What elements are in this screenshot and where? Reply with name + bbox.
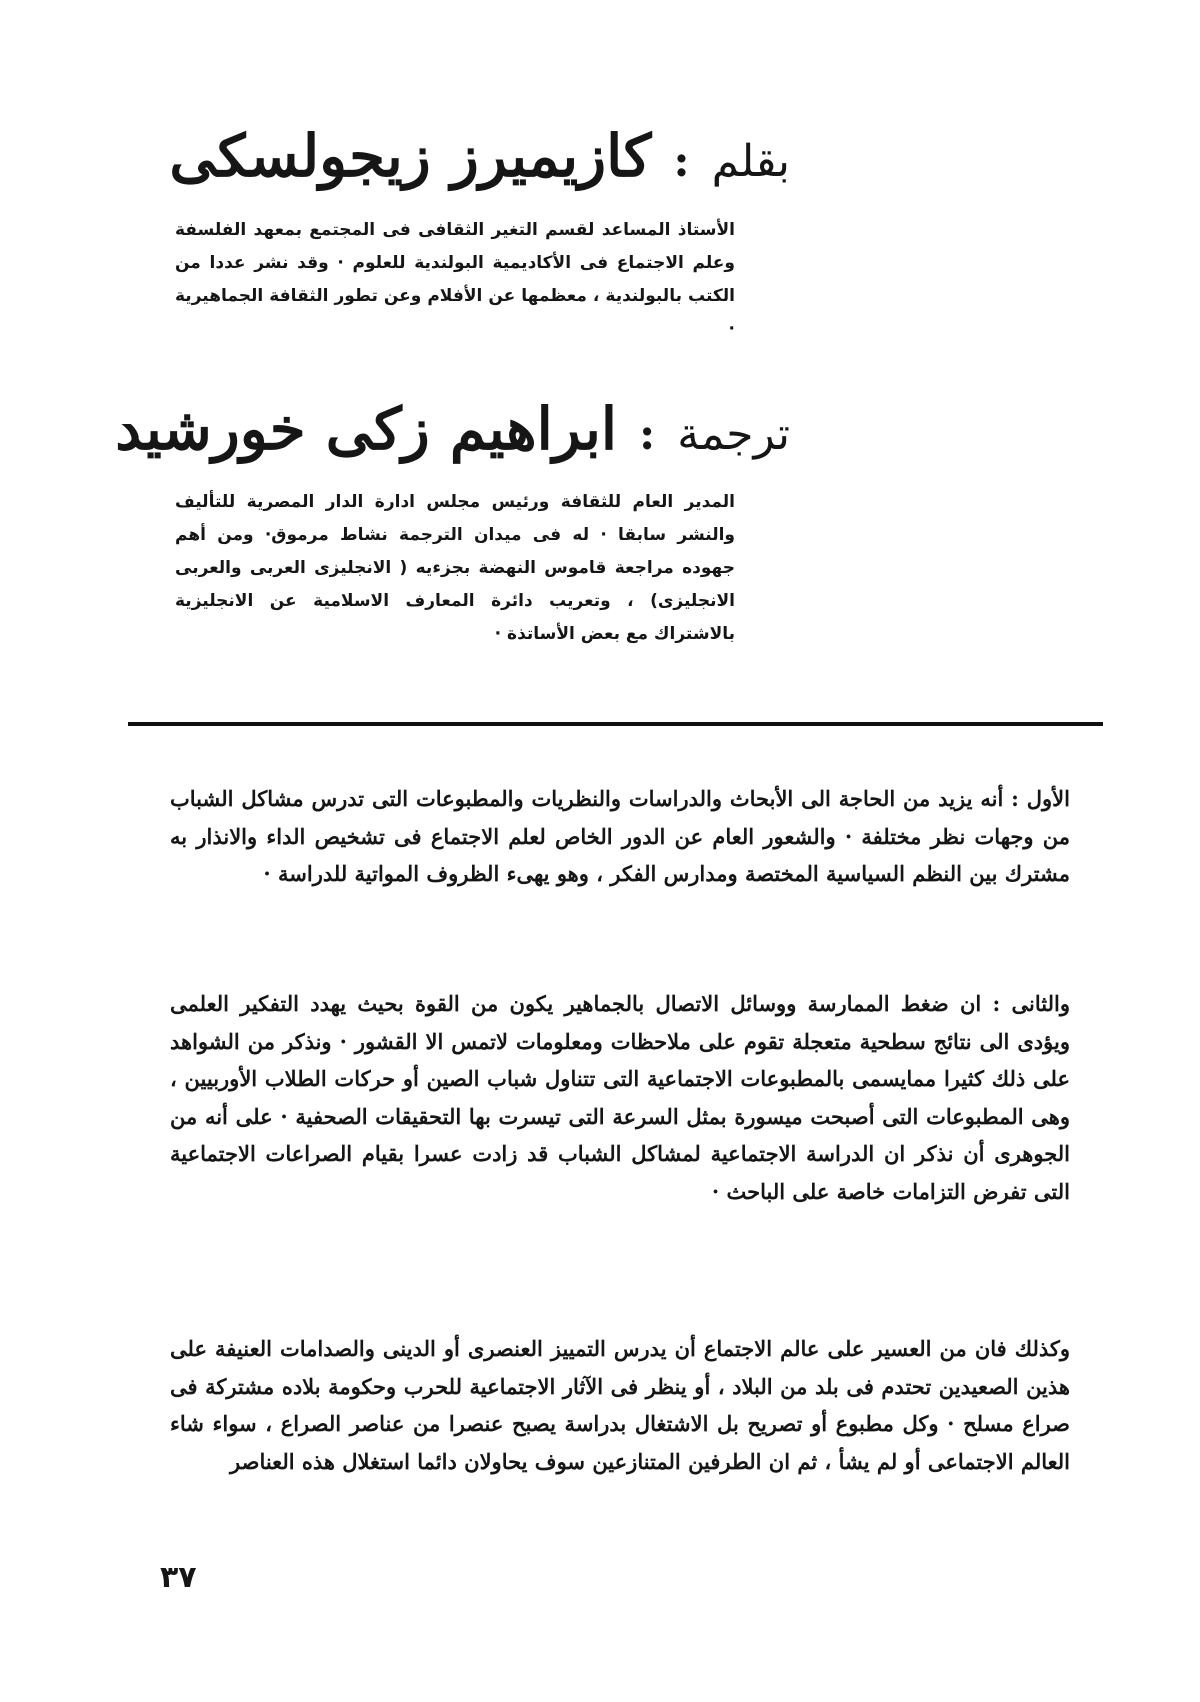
translator-line [115,395,790,463]
author-name: كازيميرز زيجولسكى [169,122,652,190]
translator-bio: المدير العام للثقافة ورئيس مجلس ادارة الدار المصرية للتأليف والنشر سابقا · له فى ميدان الترجمة نشاط مرموق· ومن أهم جهوده مراجعة قاموس النهضة بجزءيه ( الانجليزى العربى والعربى الانجليزى) ، وتعريب دائرة المعارف الاسلامية عن الانجليزية بالاشتراك مع بعض الأساتذة · [175,492,735,644]
paragraph-first: الأول : أنه يزيد من الحاجة الى الأبحاث والدراسات والنظريات والمطبوعات التى تدرس مشاكل الشباب من وجهات نظر مختلفة · والشعور العام عن الدور الخاص لعلم الاجتماع فى تشخيص الداء والانذار به مشترك بين النظم السياسية المختصة ومدارس الفكر ، وهو يهىء الظروف المواتية للدراسة · [170,786,1070,886]
section-divider [128,722,1103,726]
paragraph-second: والثانى : ان ضغط الممارسة ووسائل الاتصال بالجماهير يكون من القوة بحيث يهدد التفكير العلمى ويؤدى الى نتائج سطحية متعجلة تقوم على ملاحظات ومعلومات لاتمس الا القشور · ونذكر من الشواهد على ذلك كثيرا ممايسمى بالمطبوعات الاجتماعية التى تتناول شباب الصين أو حركات الطلاب الأوربيين ، وهى المطبوعات التى أصبحت ميسورة بمثل السرعة التى تيسرت بها التحقيقات الصحفية · على أنه من الجوهرى أن نذكر ان الدراسة الاجتماعية لمشاكل الشباب قد زادت عسرا بقيام الصراعات الاجتماعية التى تفرض التزامات خاصة على الباحث · [170,991,1070,1204]
author-label: بقلم [711,136,790,187]
translator-colon: : [639,409,656,460]
author-colon: : [673,136,690,187]
translator-label: ترجمة [677,409,790,460]
author-line [169,122,790,190]
author-bio: الأستاذ المساعد لقسم التغير الثقافى فى المجتمع بمعهد الفلسفة وعلم الاجتماع فى الأكاديمية البولندية للعلوم · وقد نشر عددا من الكتب بالبولندية ، معظمها عن الأفلام وعن تطور الثقافة الجماهيرية · [175,220,735,339]
page-number: ٣٧ [160,1560,197,1595]
translator-name: ابراهيم زكى خورشيد [115,395,617,463]
paragraph-third: وكذلك فان من العسير على عالم الاجتماع أن يدرس التمييز العنصرى أو الدينى والصدامات العنيفة على هذين الصعيدين تحتدم فى بلد من البلاد ، أو ينظر فى الآثار الاجتماعية للحرب وحكومة بلاده مشتركة فى صراع مسلح · وكل مطبوع أو تصريح بل الاشتغال بدراسة يصبح عنصرا من عناصر الصراع ، سواء شاء العالم الاجتماعى أو لم يشأ ، ثم ان الطرفين المتنازعين سوف يحاولان دائما استغلال هذه العناصر [170,1336,1070,1474]
